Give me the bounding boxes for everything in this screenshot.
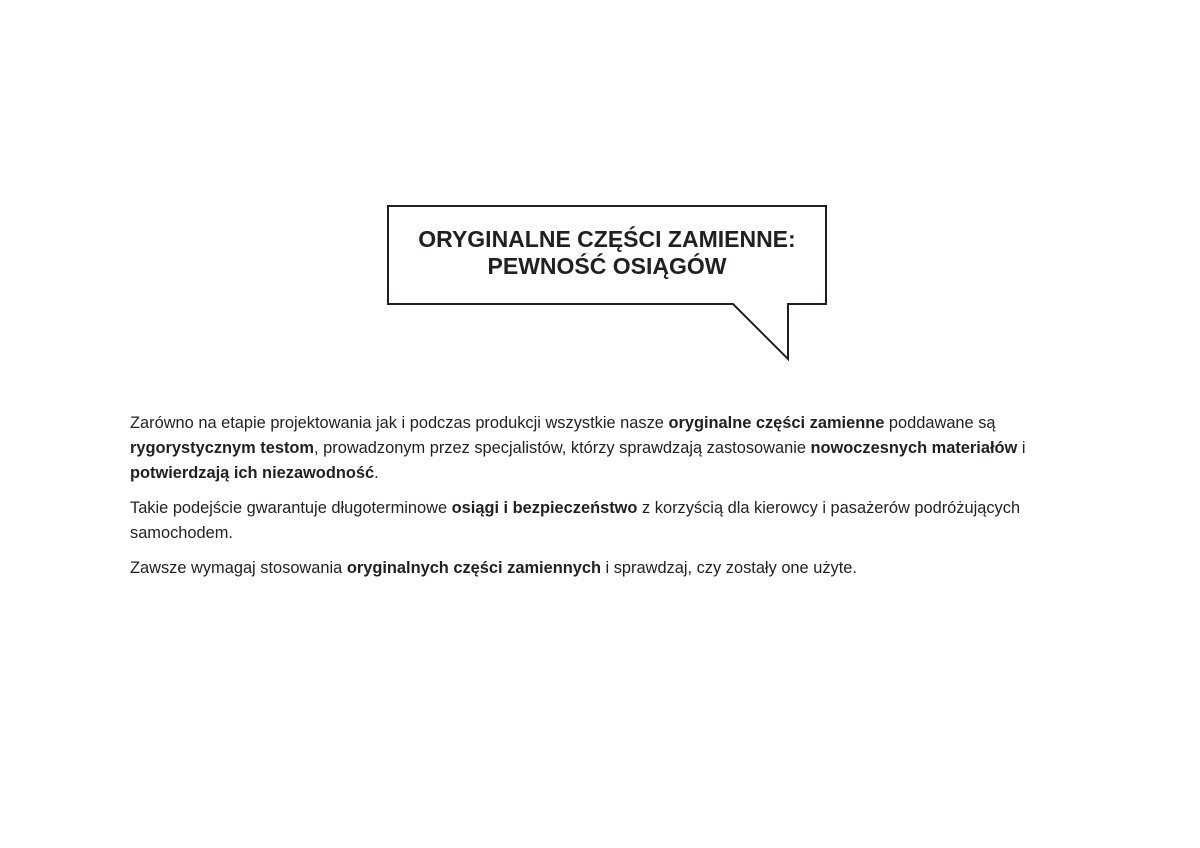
text-segment: Takie podejście gwarantuje długoterminowe — [130, 499, 452, 517]
text-segment: poddawane są — [884, 414, 996, 432]
body-text — [130, 411, 1110, 591]
callout-title-line-1: ORYGINALNE CZĘŚCI ZAMIENNE: — [418, 226, 796, 252]
bold-text-segment: rygorystycznym testom — [130, 439, 315, 457]
paragraph — [130, 556, 1110, 581]
text-segment: Zawsze wymagaj stosowania — [130, 559, 347, 577]
bold-text-segment: oryginalnych części zamiennych — [346, 559, 601, 577]
paragraph — [130, 496, 1110, 546]
text-segment: i sprawdzaj, czy zostały one użyte. — [600, 559, 857, 577]
bold-text-segment: potwierdzają ich niezawodność — [130, 464, 375, 482]
callout-title — [388, 226, 826, 280]
text-segment: z korzyścią dla kierowcy i pasażerów podróżujących samochodem. — [130, 499, 1021, 542]
text-segment: , prowadzonym przez specjalistów, którzy sprawdzają zastosowanie — [314, 439, 811, 457]
paragraph — [130, 411, 1110, 486]
callout-title-line-2: PEWNOŚĆ OSIĄGÓW — [487, 253, 727, 279]
text-segment: Zarówno na etapie projektowania jak i podczas produkcji wszystkie nasze — [130, 414, 669, 432]
bold-text-segment: nowoczesnych materiałów — [810, 439, 1018, 457]
bold-text-segment: oryginalne części zamienne — [668, 414, 885, 432]
text-segment: . — [374, 464, 379, 482]
bold-text-segment: osiągi i bezpieczeństwo — [451, 499, 638, 517]
text-segment: i — [1017, 439, 1026, 457]
